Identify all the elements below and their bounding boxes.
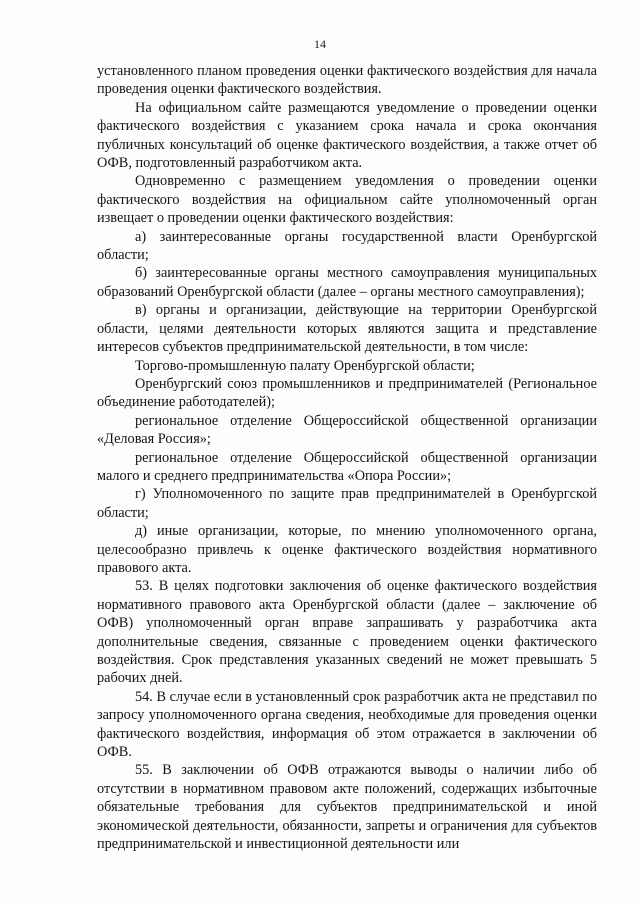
paragraph: На официальном сайте размещаются уведомление о проведении оценки фактического воздействия с указанием срока начала и срока окончания публичных консультаций об оценке фактического воздействия, а также отчет об ОФВ, подготовленный разработчиком акта. bbox=[97, 99, 597, 172]
sub-item: региональное отделение Общероссийской общественной организации малого и среднего предпринимательства «Опора России»; bbox=[97, 449, 597, 484]
list-item-b: б) заинтересованные органы местного самоуправления муниципальных образований Оренбургской области (далее – органы местного самоуправления); bbox=[97, 265, 597, 300]
sub-item: Оренбургский союз промышленников и предпринимателей (Региональное объединение работодателей); bbox=[97, 375, 597, 411]
sub-item: Торгово-промышленную палату Оренбургской области; bbox=[135, 357, 475, 374]
paragraph: Одновременно с размещением уведомления о проведении оценки фактического воздействия на официальном сайте уполномоченный орган извещает о проведении оценки фактического воздействия: bbox=[97, 173, 597, 227]
list-item-a: а) заинтересованные органы государственной власти Оренбургской области; bbox=[97, 228, 597, 264]
body-text bbox=[97, 62, 597, 853]
paragraph: установленного планом проведения оценки фактического воздействия для начала проведения оценки фактического воздействия. bbox=[97, 63, 597, 98]
clause-53: 53. В целях подготовки заключения об оценке фактического воздействия нормативного правового акта Оренбургской области (далее – заключение об ОФВ) уполномоченный орган вправе запрашивать у разработчика акта дополнительные сведения, связанные с проведением оценки фактического воздействия. Срок представления указанных сведений не может превышать 5 рабочих дней. bbox=[97, 578, 597, 687]
clause-55: 55. В заключении об ОФВ отражаются выводы о наличии либо об отсутствии в нормативном правовом акте положений, содержащих избыточные обязательные требования для субъектов предпринимательской и иной экономической деятельности, обязанности, запреты и ограничения для субъектов предпринимательской и инвестиционной деятельности или bbox=[97, 762, 597, 853]
list-item-g: г) Уполномоченного по защите прав предпринимателей в Оренбургской области; bbox=[97, 486, 597, 521]
clause-54: 54. В случае если в установленный срок разработчик акта не представил по запросу уполномоченного органа сведения, необходимые для проведения оценки фактического воздействия, информация об этом отражается в заключении об ОФВ. bbox=[97, 688, 597, 761]
list-item-v: в) органы и организации, действующие на территории Оренбургской области, целями деятельности которых являются защита и представление интересов субъектов предпринимательской деятельности, в том числе: bbox=[97, 302, 597, 356]
list-item-d: д) иные организации, которые, по мнению уполномоченного органа, целесообразно привлечь к оценке фактического воздействия нормативного правового акта. bbox=[97, 523, 597, 576]
sub-item: региональное отделение Общероссийской общественной организации «Деловая Россия»; bbox=[97, 412, 597, 448]
page-number: 14 bbox=[314, 37, 326, 51]
